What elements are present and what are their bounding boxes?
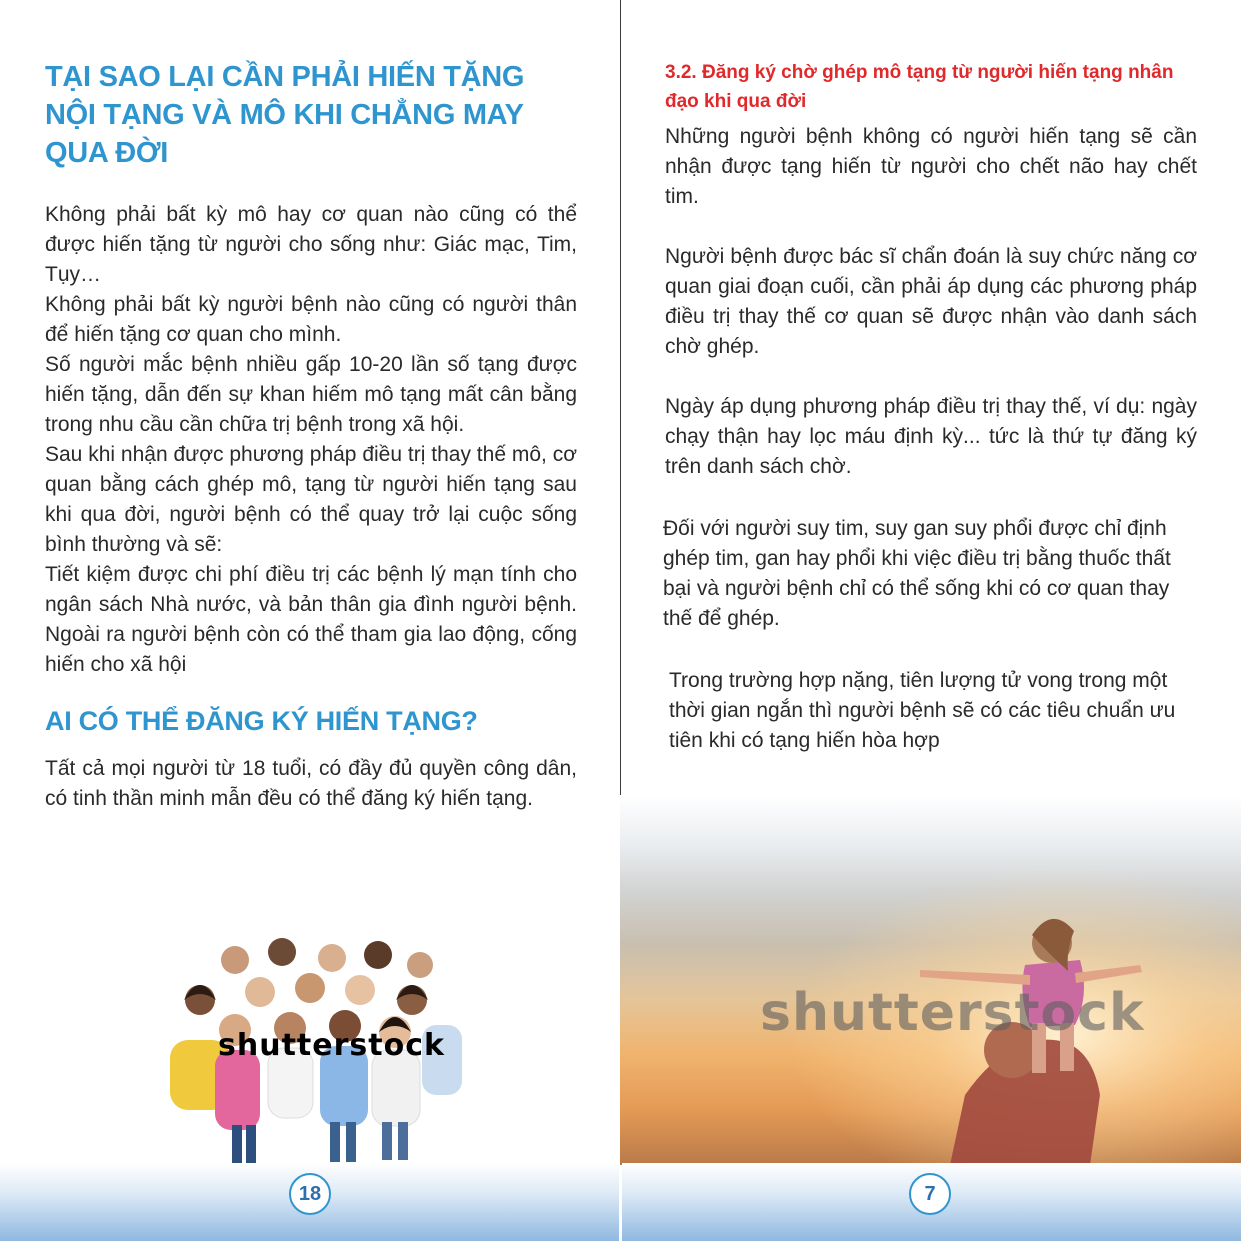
right-paragraphs: [665, 122, 1197, 756]
right-page: [665, 58, 1197, 756]
left-paragraph-2: Không phải bất kỳ người bệnh nào cũng có người thân để hiến tặng cơ quan cho mình.: [45, 293, 577, 346]
left-page: [45, 58, 577, 814]
left-paragraph-3: Số người mắc bệnh nhiều gấp 10-20 lần số tạng được hiến tặng, dẫn đến sự khan hiếm mô tạng mất cân bằng trong nhu cầu cần chữa trị bệnh trong xã hội.: [45, 353, 577, 436]
shutterstock-watermark-left: shutterstock: [218, 1028, 445, 1063]
right-paragraph-2: Người bệnh được bác sĩ chẩn đoán là suy chức năng cơ quan giai đoạn cuối, cần phải áp dụng các phương pháp điều trị thay thế cơ quan sẽ được nhận vào danh sách chờ ghép.: [665, 245, 1197, 358]
left-paragraph-4: Sau khi nhận được phương pháp điều trị thay thế mô, cơ quan bằng cách ghép mô, tạng từ người hiến tạng sau khi qua đời, người bệnh có thể quay trở lại cuộc sống bình thường và sẽ:: [45, 443, 577, 556]
page-number-right: 7: [909, 1173, 951, 1215]
left-paragraph-1: Không phải bất kỳ mô hay cơ quan nào cũng có thể được hiến tặng từ người cho sống như: Giác mạc, Tim, Tụy…: [45, 203, 577, 286]
right-paragraph-1: Những người bệnh không có người hiến tạng sẽ cần nhận được tạng hiến từ người cho chết não hay chết tim.: [665, 125, 1197, 208]
left-paragraphs: [45, 200, 577, 680]
left-heading-why-donate: TẠI SAO LẠI CẦN PHẢI HIẾN TẶNG NỘI TẠNG VÀ MÔ KHI CHẲNG MAY QUA ĐỜI: [45, 61, 525, 169]
left-paragraph-5: Tiết kiệm được chi phí điều trị các bệnh lý mạn tính cho ngân sách Nhà nước, và bản thân gia đình người bệnh. Ngoài ra người bệnh còn có thể tham gia lao động, cống hiến cho xã hội: [45, 563, 577, 676]
child-sunset-photo: [620, 795, 1241, 1165]
right-paragraph-4: Đối với người suy tim, suy gan suy phổi được chỉ định ghép tim, gan hay phổi khi việc điều trị bằng thuốc thất bại và người bệnh chỉ có thể sống khi có cơ quan thay thế để ghép.: [663, 517, 1171, 630]
right-heading-registration: 3.2. Đăng ký chờ ghép mô tạng từ người hiến tạng nhân đạo khi qua đời: [665, 62, 1174, 112]
page-number-left: 18: [289, 1173, 331, 1215]
people-group-photo: [150, 930, 480, 1165]
left-heading-who-can-register: AI CÓ THỂ ĐĂNG KÝ HIẾN TẠNG?: [45, 706, 478, 736]
right-paragraph-5: Trong trường hợp nặng, tiên lượng tử vong trong một thời gian ngắn thì người bệnh sẽ có các tiêu chuẩn ưu tiên khi có tạng hiến hòa hợp: [669, 669, 1176, 752]
page-divider: [620, 0, 621, 795]
sunset-scene: [620, 795, 1241, 1165]
shutterstock-watermark-right: shutterstock: [760, 983, 1145, 1043]
left-paragraph-bottom: Tất cả mọi người từ 18 tuổi, có đầy đủ quyền công dân, có tinh thần minh mẫn đều có thể đăng ký hiến tạng.: [45, 757, 577, 810]
right-paragraph-3: Ngày áp dụng phương pháp điều trị thay thế, ví dụ: ngày chạy thận hay lọc máu định kỳ... tức là thứ tự đăng ký trên danh sách chờ.: [665, 395, 1197, 478]
